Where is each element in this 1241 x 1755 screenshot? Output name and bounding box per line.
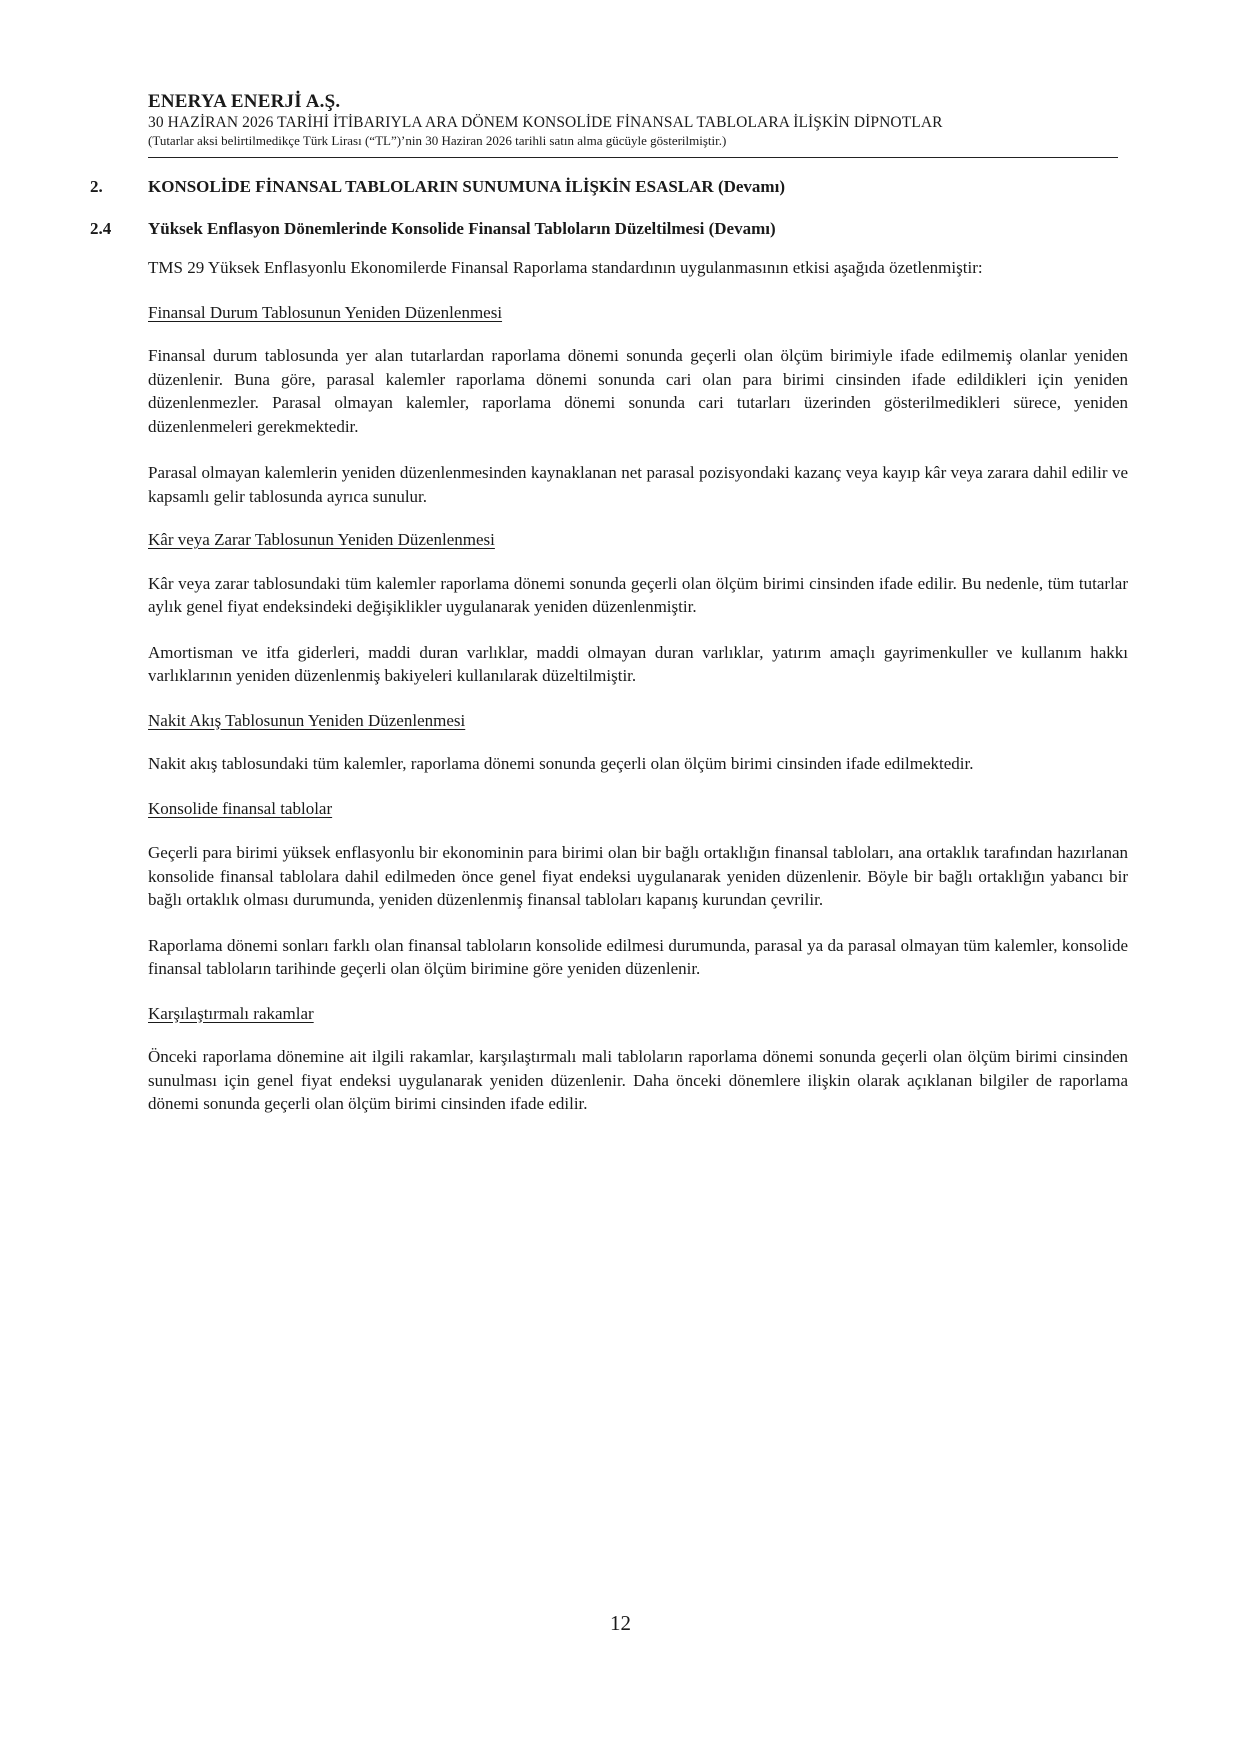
section-heading	[90, 176, 1128, 198]
subsection-heading	[90, 218, 1128, 240]
page-content	[90, 176, 1128, 1116]
subheading-consolidated: Konsolide finansal tablolar	[148, 798, 333, 818]
page-number: 12	[610, 1611, 631, 1635]
subsection-number: 2.4	[90, 219, 112, 238]
subheading-comparative: Karşılaştırmalı rakamlar	[148, 1003, 314, 1023]
intro-paragraph: TMS 29 Yüksek Enflasyonlu Ekonomilerde Finansal Raporlama standardının uygulanmasının etkisi aşağıda özetlenmiştir:	[148, 258, 983, 277]
currency-note: (Tutarlar aksi belirtilmedikçe Türk Lirası (“TL”)’nin 30 Haziran 2026 tarihli satın alma gücüyle gösterilmiştir.)	[148, 133, 727, 148]
paragraph: Nakit akış tablosundaki tüm kalemler, raporlama dönemi sonunda geçerli olan ölçüm birimi cinsinden ifade edilmektedir.	[148, 754, 974, 773]
subsection-title: Yüksek Enflasyon Dönemlerinde Konsolide Finansal Tabloların Düzeltilmesi (Devamı)	[148, 219, 776, 238]
company-name: ENERYA ENERJİ A.Ş.	[148, 91, 341, 112]
subheading-cash-flow: Nakit Akış Tablosunun Yeniden Düzenlenmesi	[148, 710, 466, 730]
report-subtitle: 30 HAZİRAN 2026 TARİHİ İTİBARIYLA ARA DÖNEM KONSOLİDE FİNANSAL TABLOLARA İLİŞKİN DİPNOTLAR	[148, 114, 943, 131]
paragraph: Geçerli para birimi yüksek enflasyonlu bir ekonominin para birimi olan bir bağlı ortaklığın finansal tabloları, ana ortaklık tarafından hazırlanan konsolide finansal tablolara dahil edilmeden önce genel fiyat endeksi uygulanarak yeniden düzenlenir. Böyle bir bağlı ortaklığın yabancı bir bağlı ortaklık olması durumunda, yeniden düzenlenmiş finansal tabloları kapanış kurundan çevrilir.	[148, 843, 1128, 909]
paragraph: Raporlama dönemi sonları farklı olan finansal tabloların konsolide edilmesi durumunda, parasal ya da parasal olmayan tüm kalemler, konsolide finansal tabloların tarihinde geçerli olan ölçüm birimine göre yeniden düzenlenir.	[148, 935, 1128, 978]
header-divider	[148, 157, 1118, 158]
subheading-profit-loss: Kâr veya Zarar Tablosunun Yeniden Düzenlenmesi	[148, 530, 495, 549]
page-header	[148, 91, 1118, 149]
section-number: 2.	[90, 177, 103, 196]
paragraph: Parasal olmayan kalemlerin yeniden düzenlenmesinden kaynaklanan net parasal pozisyondaki kazanç veya kayıp kâr veya zarara dahil edilir ve kapsamlı gelir tablosunda ayrıca sunulur.	[148, 463, 1128, 506]
subheading-financial-position: Finansal Durum Tablosunun Yeniden Düzenlenmesi	[148, 302, 503, 322]
paragraph: Amortisman ve itfa giderleri, maddi duran varlıklar, maddi olmayan duran varlıklar, yatırım amaçlı gayrimenkuller ve kullanım hakkı varlıklarının yeniden düzenlenmiş bakiyeleri kullanılarak düzeltilmiştir.	[148, 642, 1128, 685]
body-column	[148, 256, 1128, 1116]
section-title: KONSOLİDE FİNANSAL TABLOLARIN SUNUMUNA İLİŞKİN ESASLAR (Devamı)	[148, 177, 785, 196]
paragraph: Finansal durum tablosunda yer alan tutarlardan raporlama dönemi sonunda geçerli olan ölçüm birimiyle ifade edilmemiş olanlar yeniden düzenlenir. Buna göre, parasal kalemler raporlama dönemi sonunda cari olan para birimi cinsinden ifade edildikleri için yeniden düzenlenmezler. Parasal olmayan kalemler, raporlama dönemi sonunda cari tutarları üzerinden gösterilmedikleri sürece, yeniden düzenlenmeleri gerekmektedir.	[148, 346, 1128, 436]
paragraph: Kâr veya zarar tablosundaki tüm kalemler raporlama dönemi sonunda geçerli olan ölçüm birimi cinsinden ifade edilir. Bu nedenle, tüm tutarlar aylık genel fiyat endeksindeki değişiklikler uygulanarak yeniden düzenlenmiştir.	[148, 573, 1128, 616]
paragraph: Önceki raporlama dönemine ait ilgili rakamlar, karşılaştırmalı mali tabloların raporlama dönemi sonunda geçerli olan ölçüm birimi cinsinden sunulması için genel fiyat endeksi uygulanarak yeniden düzenlenir. Daha önceki dönemlere ilişkin olarak açıklanan bilgiler de raporlama dönemi sonunda geçerli olan ölçüm birimi cinsinden ifade edilir.	[148, 1047, 1128, 1113]
